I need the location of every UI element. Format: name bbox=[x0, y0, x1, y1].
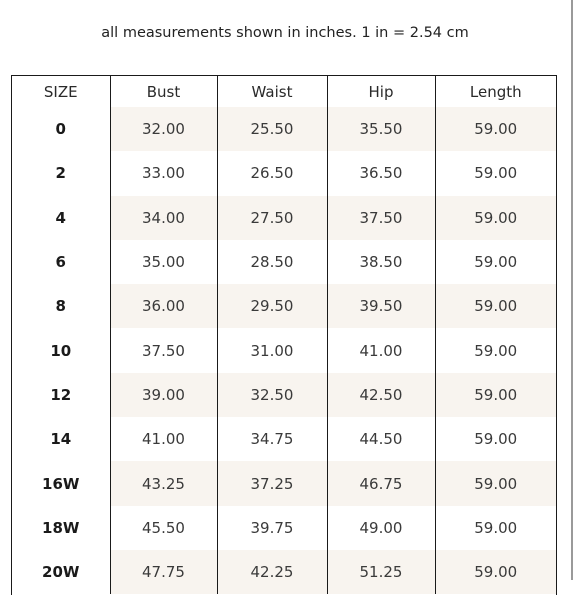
table-row bbox=[12, 417, 556, 461]
cell-hip: 46.75 bbox=[327, 461, 435, 505]
cell-waist: 42.25 bbox=[217, 550, 327, 594]
table-row bbox=[12, 107, 556, 151]
cell-size: 4 bbox=[12, 196, 110, 240]
cell-hip: 38.50 bbox=[327, 240, 435, 284]
cell-length: 59.00 bbox=[474, 430, 518, 449]
cell-size: 18W bbox=[12, 506, 110, 550]
table-row bbox=[12, 196, 556, 240]
cell-waist: 32.50 bbox=[217, 373, 327, 417]
cell-length: 59.00 bbox=[435, 550, 556, 594]
cell-size: 14 bbox=[12, 417, 110, 461]
size-chart-table bbox=[12, 76, 556, 594]
page-edge-divider bbox=[571, 0, 573, 580]
cell-length: 59.00 bbox=[435, 107, 556, 151]
cell-size: 20W bbox=[12, 550, 110, 594]
measurement-note: all measurements shown in inches. 1 in = 2.54 cm bbox=[101, 25, 469, 41]
cell-bust: 32.00 bbox=[110, 107, 217, 151]
header-hip: Hip bbox=[327, 76, 435, 107]
cell-size: 6 bbox=[12, 240, 110, 284]
header-row bbox=[12, 76, 556, 107]
cell-length: 59.00 bbox=[474, 518, 518, 537]
table-row bbox=[12, 284, 556, 328]
cell-waist: 26.50 bbox=[217, 151, 327, 195]
cell-length: 59.00 bbox=[435, 196, 556, 240]
cell-hip: 49.00 bbox=[327, 506, 435, 550]
cell-size: 16W bbox=[12, 461, 110, 505]
cell-bust: 37.50 bbox=[110, 328, 217, 372]
header-waist: Waist bbox=[217, 76, 327, 107]
table-row bbox=[12, 461, 556, 505]
cell-length: 59.00 bbox=[435, 373, 556, 417]
cell-bust: 43.25 bbox=[110, 461, 217, 505]
cell-waist: 29.50 bbox=[217, 284, 327, 328]
header-size: SIZE bbox=[12, 76, 110, 107]
table-row bbox=[12, 328, 556, 372]
cell-size: 0 bbox=[12, 107, 110, 151]
cell-bust: 33.00 bbox=[110, 151, 217, 195]
cell-hip: 35.50 bbox=[327, 107, 435, 151]
cell-waist: 34.75 bbox=[217, 417, 327, 461]
cell-waist: 25.50 bbox=[217, 107, 327, 151]
cell-hip: 36.50 bbox=[327, 151, 435, 195]
cell-length: 59.00 bbox=[474, 341, 518, 360]
cell-length: 59.00 bbox=[474, 164, 518, 183]
cell-hip: 51.25 bbox=[327, 550, 435, 594]
header-length: Length bbox=[469, 82, 522, 101]
cell-waist: 27.50 bbox=[217, 196, 327, 240]
cell-bust: 45.50 bbox=[110, 506, 217, 550]
cell-waist: 28.50 bbox=[217, 240, 327, 284]
table-row bbox=[12, 506, 556, 550]
cell-hip: 37.50 bbox=[327, 196, 435, 240]
cell-length: 59.00 bbox=[474, 253, 518, 272]
cell-hip: 39.50 bbox=[327, 284, 435, 328]
cell-waist: 31.00 bbox=[217, 328, 327, 372]
cell-waist: 37.25 bbox=[217, 461, 327, 505]
cell-hip: 44.50 bbox=[327, 417, 435, 461]
cell-size: 2 bbox=[12, 151, 110, 195]
cell-waist: 39.75 bbox=[217, 506, 327, 550]
cell-length: 59.00 bbox=[435, 284, 556, 328]
cell-length: 59.00 bbox=[435, 461, 556, 505]
cell-hip: 42.50 bbox=[327, 373, 435, 417]
header-bust: Bust bbox=[110, 76, 217, 107]
cell-bust: 36.00 bbox=[110, 284, 217, 328]
cell-bust: 47.75 bbox=[110, 550, 217, 594]
cell-size: 12 bbox=[12, 373, 110, 417]
cell-hip: 41.00 bbox=[327, 328, 435, 372]
cell-bust: 35.00 bbox=[110, 240, 217, 284]
table-row bbox=[12, 550, 556, 594]
table-row bbox=[12, 151, 556, 195]
table-row bbox=[12, 373, 556, 417]
table-row bbox=[12, 240, 556, 284]
cell-size: 10 bbox=[12, 328, 110, 372]
cell-bust: 34.00 bbox=[110, 196, 217, 240]
size-chart bbox=[11, 75, 557, 595]
cell-bust: 39.00 bbox=[110, 373, 217, 417]
cell-bust: 41.00 bbox=[110, 417, 217, 461]
cell-size: 8 bbox=[12, 284, 110, 328]
